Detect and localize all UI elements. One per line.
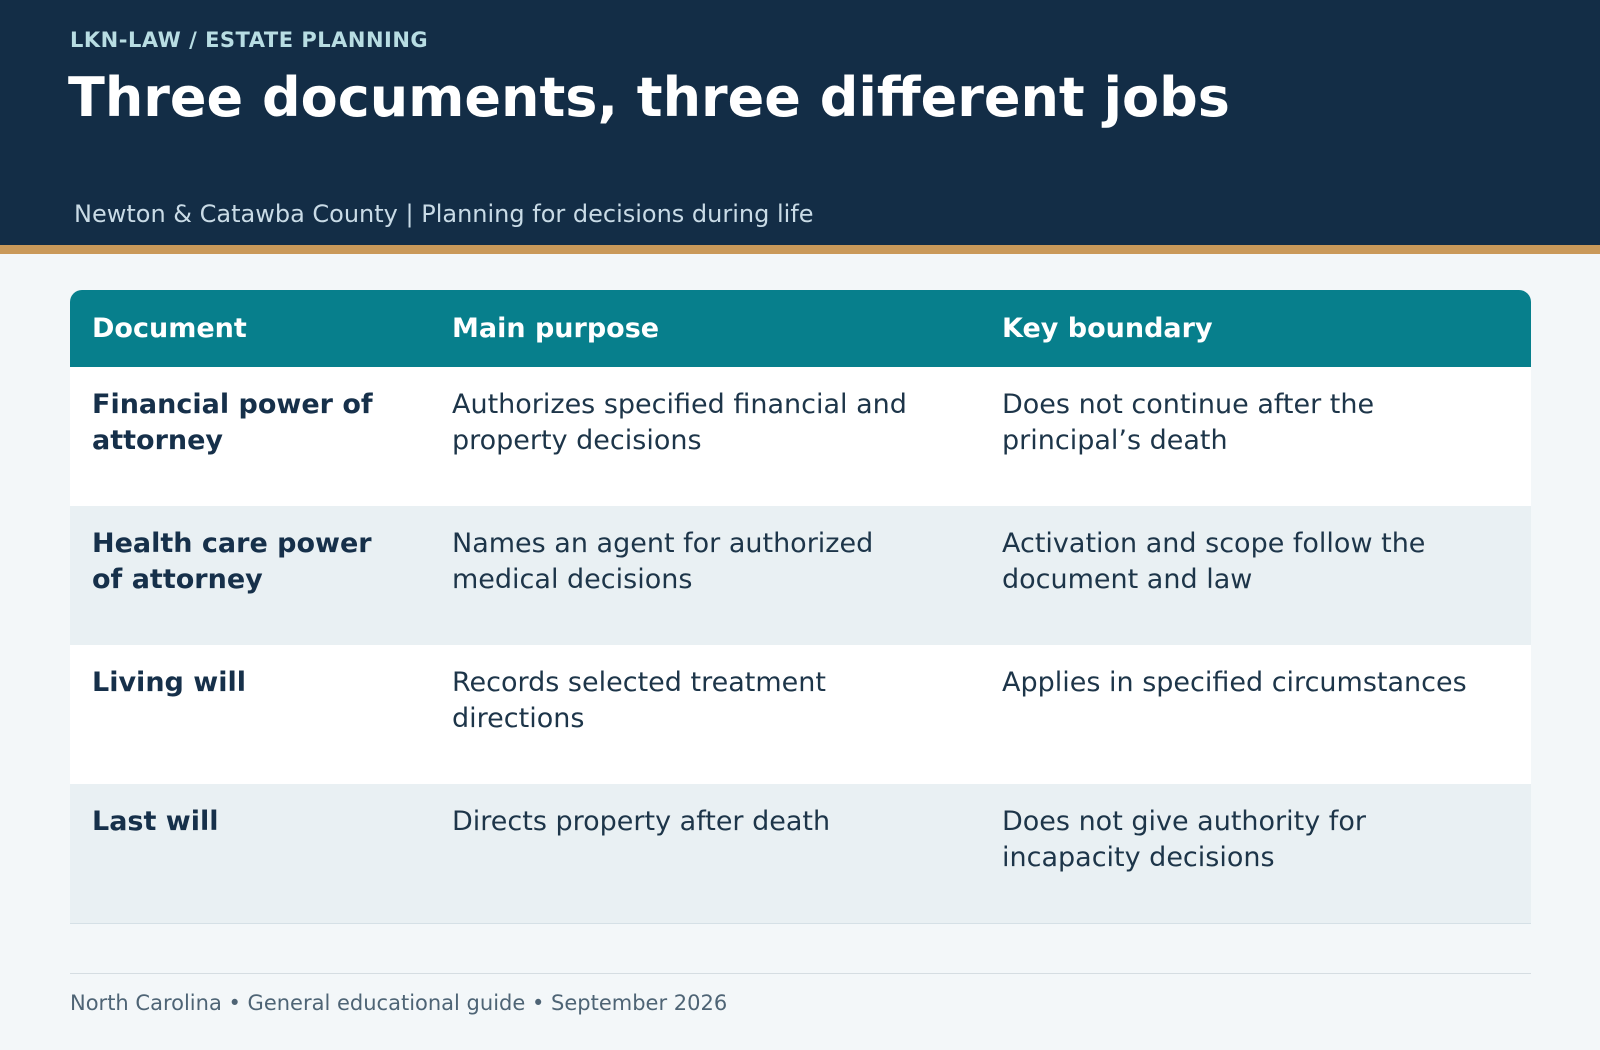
column-header-document: Document — [92, 313, 247, 344]
column-header-main-purpose: Main purpose — [452, 313, 660, 344]
page-title: Three documents, three different jobs — [68, 66, 1230, 129]
table-bottom-border — [70, 923, 1531, 924]
breadcrumb: LKN-LAW / ESTATE PLANNING — [70, 28, 429, 52]
table-row — [70, 645, 1531, 784]
footer-divider — [70, 973, 1531, 974]
boundary-cell: Activation and scope follow the document and law — [1002, 528, 1426, 595]
purpose-cell: Names an agent for authorized medical decisions — [452, 528, 874, 595]
purpose-cell: Authorizes specified financial and property decisions — [452, 389, 907, 456]
document-name-cell: Living will — [92, 667, 246, 698]
table-row — [70, 784, 1531, 923]
header-accent-rule — [0, 245, 1600, 254]
boundary-cell: Does not give authority for incapacity decisions — [1002, 806, 1366, 873]
purpose-cell: Records selected treatment directions — [452, 667, 826, 734]
document-name-cell: Health care power of attorney — [92, 528, 372, 595]
table-header-row — [70, 290, 1531, 367]
comparison-table — [70, 290, 1531, 924]
purpose-cell: Directs property after death — [452, 806, 831, 837]
footer-note: North Carolina • General educational guide • September 2026 — [70, 991, 728, 1015]
document-name-cell: Financial power of attorney — [92, 389, 373, 456]
table-row — [70, 506, 1531, 645]
boundary-cell: Does not continue after the principal’s death — [1002, 389, 1375, 456]
column-header-key-boundary: Key boundary — [1002, 313, 1213, 344]
document-name-cell: Last will — [92, 806, 219, 837]
page-subtitle: Newton & Catawba County | Planning for decisions during life — [74, 200, 814, 228]
table-row — [70, 367, 1531, 506]
boundary-cell: Applies in specified circumstances — [1002, 667, 1467, 698]
